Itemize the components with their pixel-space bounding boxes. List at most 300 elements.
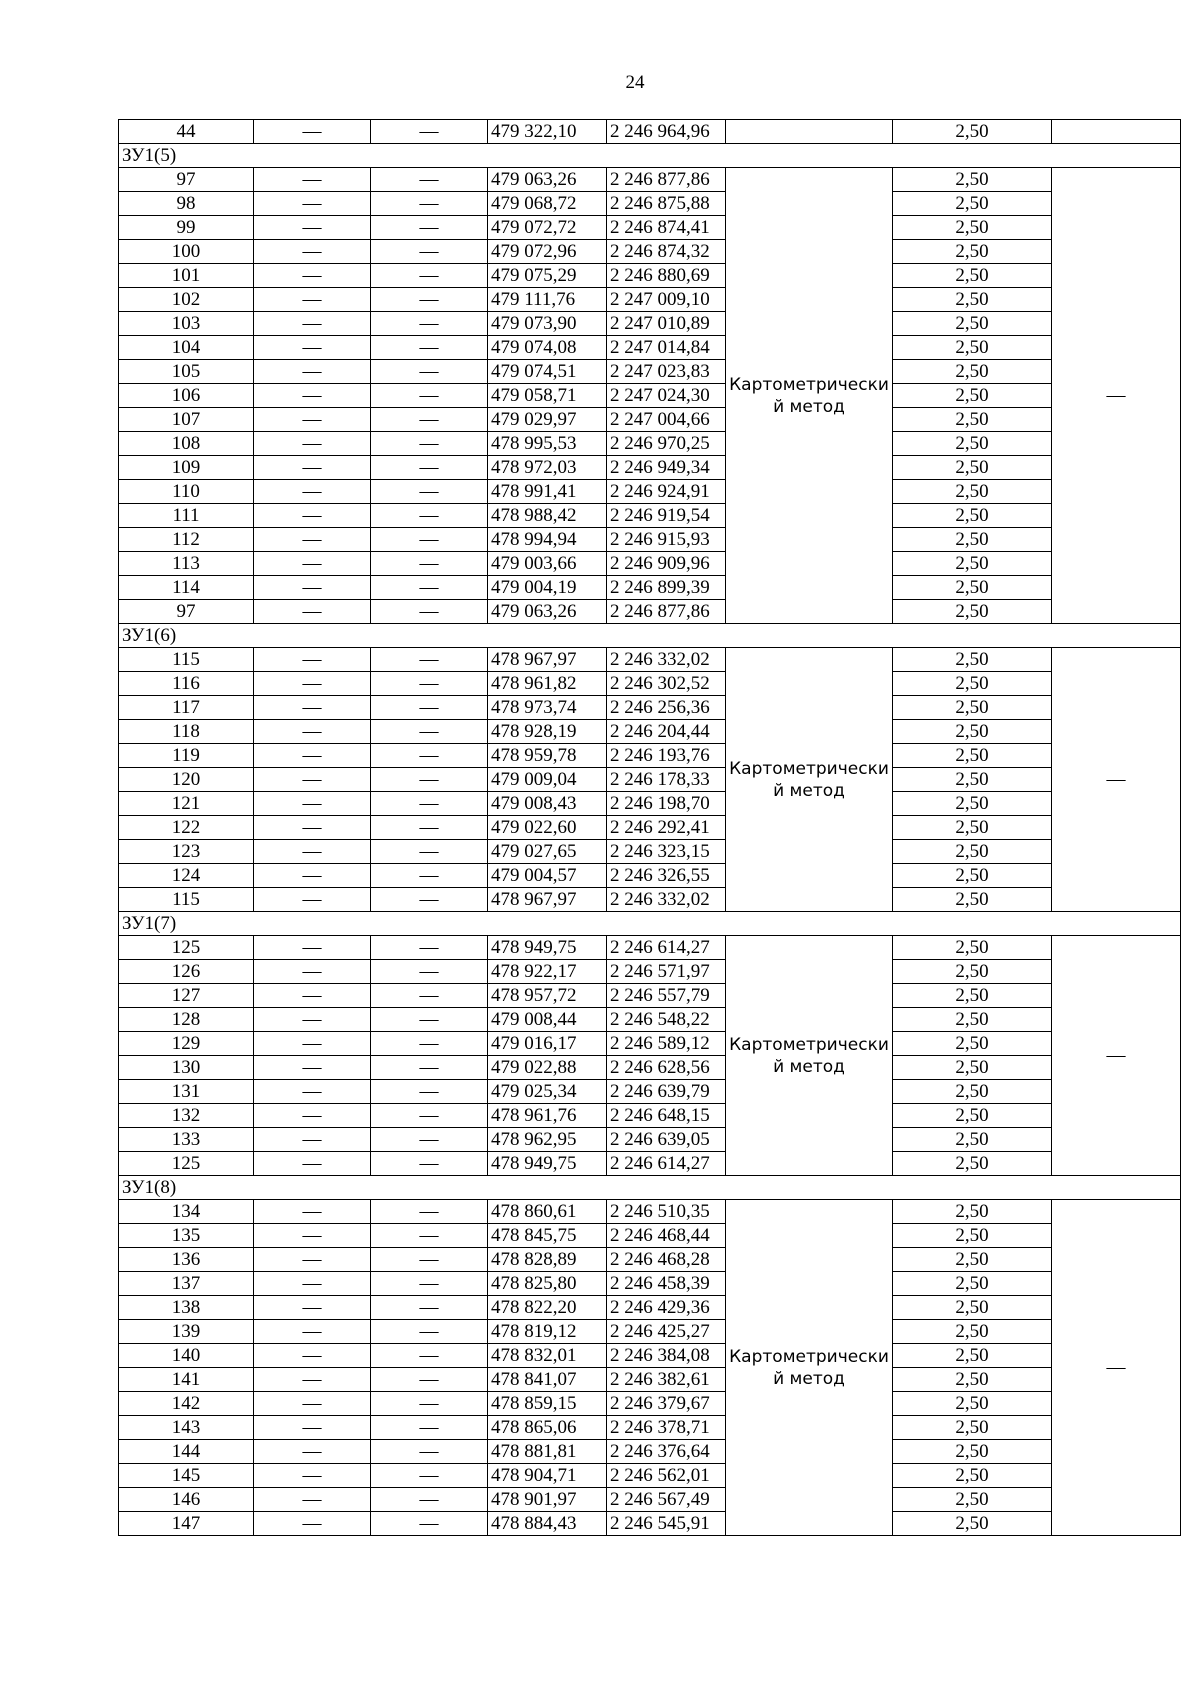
y-coordinate-cell: 2 246 292,41 xyxy=(607,816,726,840)
y-coordinate-cell: 2 246 899,39 xyxy=(607,576,726,600)
x-coordinate-cell: 478 928,19 xyxy=(488,720,607,744)
x-coordinate-cell: 479 072,72 xyxy=(488,216,607,240)
dash-cell: — xyxy=(371,744,488,768)
point-number-cell: 112 xyxy=(119,528,254,552)
point-number-cell: 115 xyxy=(119,648,254,672)
table-row xyxy=(119,744,1181,768)
y-coordinate-cell: 2 246 877,86 xyxy=(607,600,726,624)
y-coordinate-cell: 2 246 458,39 xyxy=(607,1272,726,1296)
method-line-1: Картометрически xyxy=(729,374,889,395)
x-coordinate-cell: 479 074,51 xyxy=(488,360,607,384)
point-number-cell: 132 xyxy=(119,1104,254,1128)
dash-cell: — xyxy=(371,1488,488,1512)
dash-cell: — xyxy=(371,1224,488,1248)
table-row xyxy=(119,336,1181,360)
point-number-cell: 101 xyxy=(119,264,254,288)
table-row xyxy=(119,1344,1181,1368)
point-number-cell: 103 xyxy=(119,312,254,336)
dash-cell: — xyxy=(254,1512,371,1536)
y-coordinate-cell: 2 246 468,44 xyxy=(607,1224,726,1248)
accuracy-cell: 2,50 xyxy=(893,840,1052,864)
dash-cell: — xyxy=(371,1248,488,1272)
table-row xyxy=(119,1128,1181,1152)
dash-cell: — xyxy=(254,792,371,816)
group-header-row xyxy=(119,912,1181,936)
group-header-cell: ЗУ1(8) xyxy=(119,1176,1181,1200)
table-row xyxy=(119,456,1181,480)
x-coordinate-cell: 478 865,06 xyxy=(488,1416,607,1440)
accuracy-cell: 2,50 xyxy=(893,816,1052,840)
accuracy-cell: 2,50 xyxy=(893,504,1052,528)
y-coordinate-cell: 2 246 332,02 xyxy=(607,648,726,672)
dash-cell: — xyxy=(371,1440,488,1464)
accuracy-cell: 2,50 xyxy=(893,552,1052,576)
dash-cell: — xyxy=(254,480,371,504)
dash-cell: — xyxy=(371,504,488,528)
x-coordinate-cell: 478 967,97 xyxy=(488,888,607,912)
dash-cell: — xyxy=(254,1080,371,1104)
dash-cell: — xyxy=(371,864,488,888)
dash-cell: — xyxy=(371,432,488,456)
dash-cell: — xyxy=(254,816,371,840)
table-row xyxy=(119,960,1181,984)
y-coordinate-cell: 2 247 009,10 xyxy=(607,288,726,312)
table-row xyxy=(119,576,1181,600)
dash-cell: — xyxy=(371,264,488,288)
table-row xyxy=(119,1152,1181,1176)
x-coordinate-cell: 479 111,76 xyxy=(488,288,607,312)
dash-cell: — xyxy=(254,1488,371,1512)
dash-cell: — xyxy=(254,1008,371,1032)
y-coordinate-cell: 2 246 874,41 xyxy=(607,216,726,240)
dash-cell: — xyxy=(371,960,488,984)
table-row xyxy=(119,864,1181,888)
table-row xyxy=(119,1440,1181,1464)
table-row xyxy=(119,1512,1181,1536)
y-coordinate-cell: 2 246 178,33 xyxy=(607,768,726,792)
y-coordinate-cell: 2 246 964,96 xyxy=(607,120,726,144)
point-number-cell: 130 xyxy=(119,1056,254,1080)
dash-cell: — xyxy=(254,864,371,888)
point-number-cell: 126 xyxy=(119,960,254,984)
method-cell xyxy=(726,168,893,624)
dash-cell: — xyxy=(371,648,488,672)
y-coordinate-cell: 2 246 880,69 xyxy=(607,264,726,288)
point-number-cell: 139 xyxy=(119,1320,254,1344)
method-cell xyxy=(726,1200,893,1536)
x-coordinate-cell: 478 825,80 xyxy=(488,1272,607,1296)
table-row xyxy=(119,696,1181,720)
accuracy-cell: 2,50 xyxy=(893,192,1052,216)
point-number-cell: 100 xyxy=(119,240,254,264)
table-row xyxy=(119,1056,1181,1080)
x-coordinate-cell: 479 072,96 xyxy=(488,240,607,264)
accuracy-cell: 2,50 xyxy=(893,936,1052,960)
point-number-cell: 116 xyxy=(119,672,254,696)
y-coordinate-cell: 2 247 010,89 xyxy=(607,312,726,336)
accuracy-cell: 2,50 xyxy=(893,744,1052,768)
table-row xyxy=(119,504,1181,528)
x-coordinate-cell: 478 973,74 xyxy=(488,696,607,720)
dash-cell: — xyxy=(254,456,371,480)
x-coordinate-cell: 478 988,42 xyxy=(488,504,607,528)
point-number-cell: 125 xyxy=(119,1152,254,1176)
y-coordinate-cell: 2 246 924,91 xyxy=(607,480,726,504)
table-row xyxy=(119,1296,1181,1320)
table-row xyxy=(119,888,1181,912)
group-header-cell: ЗУ1(7) xyxy=(119,912,1181,936)
x-coordinate-cell: 479 322,10 xyxy=(488,120,607,144)
x-coordinate-cell: 479 022,60 xyxy=(488,816,607,840)
x-coordinate-cell: 478 957,72 xyxy=(488,984,607,1008)
dash-cell: — xyxy=(254,672,371,696)
accuracy-cell: 2,50 xyxy=(893,792,1052,816)
dash-cell: — xyxy=(371,1464,488,1488)
group-header-row xyxy=(119,1176,1181,1200)
dash-cell: — xyxy=(371,312,488,336)
table-row xyxy=(119,312,1181,336)
y-coordinate-cell: 2 246 614,27 xyxy=(607,936,726,960)
dash-cell: — xyxy=(254,168,371,192)
y-coordinate-cell: 2 246 429,36 xyxy=(607,1296,726,1320)
dash-cell: — xyxy=(254,696,371,720)
y-coordinate-cell: 2 246 376,64 xyxy=(607,1440,726,1464)
accuracy-cell: 2,50 xyxy=(893,480,1052,504)
x-coordinate-cell: 479 029,97 xyxy=(488,408,607,432)
table-row xyxy=(119,216,1181,240)
dash-cell: — xyxy=(254,648,371,672)
dash-cell: — xyxy=(254,1344,371,1368)
table-row xyxy=(119,648,1181,672)
point-number-cell: 140 xyxy=(119,1344,254,1368)
accuracy-cell: 2,50 xyxy=(893,1464,1052,1488)
point-number-cell: 143 xyxy=(119,1416,254,1440)
y-coordinate-cell: 2 246 379,67 xyxy=(607,1392,726,1416)
dash-cell: — xyxy=(254,888,371,912)
point-number-cell: 127 xyxy=(119,984,254,1008)
point-number-cell: 115 xyxy=(119,888,254,912)
coordinates-table xyxy=(118,119,1181,1536)
y-coordinate-cell: 2 246 639,05 xyxy=(607,1128,726,1152)
accuracy-cell: 2,50 xyxy=(893,1488,1052,1512)
accuracy-cell: 2,50 xyxy=(893,1056,1052,1080)
table-row xyxy=(119,984,1181,1008)
y-coordinate-cell: 2 247 023,83 xyxy=(607,360,726,384)
description-cell xyxy=(1052,120,1181,144)
point-number-cell: 111 xyxy=(119,504,254,528)
dash-cell: — xyxy=(254,432,371,456)
point-number-cell: 142 xyxy=(119,1392,254,1416)
method-cell xyxy=(726,120,893,144)
y-coordinate-cell: 2 246 589,12 xyxy=(607,1032,726,1056)
point-number-cell: 107 xyxy=(119,408,254,432)
dash-cell: — xyxy=(371,120,488,144)
accuracy-cell: 2,50 xyxy=(893,984,1052,1008)
method-cell xyxy=(726,936,893,1176)
accuracy-cell: 2,50 xyxy=(893,336,1052,360)
y-coordinate-cell: 2 246 326,55 xyxy=(607,864,726,888)
accuracy-cell: 2,50 xyxy=(893,456,1052,480)
dash-cell: — xyxy=(254,552,371,576)
method-cell xyxy=(726,648,893,912)
y-coordinate-cell: 2 247 024,30 xyxy=(607,384,726,408)
point-number-cell: 110 xyxy=(119,480,254,504)
table-row xyxy=(119,480,1181,504)
point-number-cell: 137 xyxy=(119,1272,254,1296)
accuracy-cell: 2,50 xyxy=(893,1392,1052,1416)
table-row xyxy=(119,1032,1181,1056)
y-coordinate-cell: 2 246 510,35 xyxy=(607,1200,726,1224)
table-row xyxy=(119,192,1181,216)
table-row xyxy=(119,432,1181,456)
point-number-cell: 120 xyxy=(119,768,254,792)
dash-cell: — xyxy=(371,1008,488,1032)
dash-cell: — xyxy=(371,576,488,600)
dash-cell: — xyxy=(371,600,488,624)
point-number-cell: 123 xyxy=(119,840,254,864)
accuracy-cell: 2,50 xyxy=(893,648,1052,672)
y-coordinate-cell: 2 246 614,27 xyxy=(607,1152,726,1176)
point-number-cell: 113 xyxy=(119,552,254,576)
y-coordinate-cell: 2 246 557,79 xyxy=(607,984,726,1008)
point-number-cell: 114 xyxy=(119,576,254,600)
table-row xyxy=(119,1080,1181,1104)
point-number-cell: 134 xyxy=(119,1200,254,1224)
x-coordinate-cell: 479 009,04 xyxy=(488,768,607,792)
accuracy-cell: 2,50 xyxy=(893,1512,1052,1536)
accuracy-cell: 2,50 xyxy=(893,864,1052,888)
x-coordinate-cell: 479 003,66 xyxy=(488,552,607,576)
table-body xyxy=(119,120,1181,1536)
dash-cell: — xyxy=(254,1056,371,1080)
dash-cell: — xyxy=(254,1392,371,1416)
dash-cell: — xyxy=(254,744,371,768)
x-coordinate-cell: 478 922,17 xyxy=(488,960,607,984)
group-header-row xyxy=(119,624,1181,648)
table-row xyxy=(119,1104,1181,1128)
method-line-1: Картометрически xyxy=(729,758,889,779)
table-row xyxy=(119,1488,1181,1512)
table-row xyxy=(119,1248,1181,1272)
dash-cell: — xyxy=(371,168,488,192)
point-number-cell: 109 xyxy=(119,456,254,480)
table-row xyxy=(119,240,1181,264)
y-coordinate-cell: 2 246 919,54 xyxy=(607,504,726,528)
accuracy-cell: 2,50 xyxy=(893,576,1052,600)
accuracy-cell: 2,50 xyxy=(893,384,1052,408)
table-row xyxy=(119,840,1181,864)
x-coordinate-cell: 478 967,97 xyxy=(488,648,607,672)
x-coordinate-cell: 478 884,43 xyxy=(488,1512,607,1536)
accuracy-cell: 2,50 xyxy=(893,1080,1052,1104)
dash-cell: — xyxy=(371,1080,488,1104)
point-number-cell: 138 xyxy=(119,1296,254,1320)
y-coordinate-cell: 2 246 628,56 xyxy=(607,1056,726,1080)
y-coordinate-cell: 2 246 949,34 xyxy=(607,456,726,480)
group-header-cell: ЗУ1(6) xyxy=(119,624,1181,648)
point-number-cell: 147 xyxy=(119,1512,254,1536)
accuracy-cell: 2,50 xyxy=(893,1104,1052,1128)
point-number-cell: 117 xyxy=(119,696,254,720)
dash-cell: — xyxy=(254,984,371,1008)
dash-cell: — xyxy=(371,240,488,264)
description-cell: — xyxy=(1052,1200,1181,1536)
point-number-cell: 105 xyxy=(119,360,254,384)
dash-cell: — xyxy=(371,1104,488,1128)
dash-cell: — xyxy=(254,1416,371,1440)
x-coordinate-cell: 479 008,44 xyxy=(488,1008,607,1032)
dash-cell: — xyxy=(254,1248,371,1272)
dash-cell: — xyxy=(254,1152,371,1176)
x-coordinate-cell: 479 063,26 xyxy=(488,168,607,192)
dash-cell: — xyxy=(371,456,488,480)
dash-cell: — xyxy=(254,264,371,288)
x-coordinate-cell: 479 075,29 xyxy=(488,264,607,288)
y-coordinate-cell: 2 246 323,15 xyxy=(607,840,726,864)
dash-cell: — xyxy=(254,240,371,264)
accuracy-cell: 2,50 xyxy=(893,1344,1052,1368)
accuracy-cell: 2,50 xyxy=(893,432,1052,456)
table-row xyxy=(119,1320,1181,1344)
table-row xyxy=(119,1368,1181,1392)
y-coordinate-cell: 2 246 639,79 xyxy=(607,1080,726,1104)
y-coordinate-cell: 2 246 548,22 xyxy=(607,1008,726,1032)
dash-cell: — xyxy=(371,408,488,432)
point-number-cell: 108 xyxy=(119,432,254,456)
dash-cell: — xyxy=(371,1320,488,1344)
point-number-cell: 99 xyxy=(119,216,254,240)
table-row xyxy=(119,408,1181,432)
table-row xyxy=(119,384,1181,408)
dash-cell: — xyxy=(254,1320,371,1344)
x-coordinate-cell: 478 962,95 xyxy=(488,1128,607,1152)
point-number-cell: 141 xyxy=(119,1368,254,1392)
dash-cell: — xyxy=(371,816,488,840)
dash-cell: — xyxy=(254,1128,371,1152)
accuracy-cell: 2,50 xyxy=(893,1416,1052,1440)
y-coordinate-cell: 2 246 384,08 xyxy=(607,1344,726,1368)
accuracy-cell: 2,50 xyxy=(893,696,1052,720)
dash-cell: — xyxy=(254,384,371,408)
dash-cell: — xyxy=(371,528,488,552)
dash-cell: — xyxy=(371,288,488,312)
accuracy-cell: 2,50 xyxy=(893,168,1052,192)
accuracy-cell: 2,50 xyxy=(893,720,1052,744)
accuracy-cell: 2,50 xyxy=(893,768,1052,792)
x-coordinate-cell: 478 949,75 xyxy=(488,936,607,960)
dash-cell: — xyxy=(371,1032,488,1056)
dash-cell: — xyxy=(371,1200,488,1224)
x-coordinate-cell: 478 819,12 xyxy=(488,1320,607,1344)
dash-cell: — xyxy=(254,1464,371,1488)
method-line-2: й метод xyxy=(773,1056,845,1077)
y-coordinate-cell: 2 246 332,02 xyxy=(607,888,726,912)
point-number-cell: 102 xyxy=(119,288,254,312)
table-row xyxy=(119,264,1181,288)
dash-cell: — xyxy=(254,120,371,144)
table-row xyxy=(119,600,1181,624)
y-coordinate-cell: 2 246 571,97 xyxy=(607,960,726,984)
point-number-cell: 118 xyxy=(119,720,254,744)
dash-cell: — xyxy=(371,1392,488,1416)
x-coordinate-cell: 479 073,90 xyxy=(488,312,607,336)
accuracy-cell: 2,50 xyxy=(893,264,1052,288)
accuracy-cell: 2,50 xyxy=(893,1272,1052,1296)
y-coordinate-cell: 2 246 562,01 xyxy=(607,1464,726,1488)
point-number-cell: 145 xyxy=(119,1464,254,1488)
dash-cell: — xyxy=(371,936,488,960)
description-cell: — xyxy=(1052,648,1181,912)
y-coordinate-cell: 2 246 198,70 xyxy=(607,792,726,816)
dash-cell: — xyxy=(254,216,371,240)
dash-cell: — xyxy=(254,528,371,552)
point-number-cell: 122 xyxy=(119,816,254,840)
dash-cell: — xyxy=(254,1296,371,1320)
dash-cell: — xyxy=(371,1128,488,1152)
x-coordinate-cell: 478 822,20 xyxy=(488,1296,607,1320)
dash-cell: — xyxy=(371,1512,488,1536)
y-coordinate-cell: 2 246 970,25 xyxy=(607,432,726,456)
dash-cell: — xyxy=(254,936,371,960)
dash-cell: — xyxy=(371,672,488,696)
dash-cell: — xyxy=(371,1296,488,1320)
table-row xyxy=(119,360,1181,384)
point-number-cell: 104 xyxy=(119,336,254,360)
dash-cell: — xyxy=(254,360,371,384)
dash-cell: — xyxy=(254,1032,371,1056)
y-coordinate-cell: 2 246 302,52 xyxy=(607,672,726,696)
table-row xyxy=(119,936,1181,960)
table-row xyxy=(119,1416,1181,1440)
dash-cell: — xyxy=(371,888,488,912)
point-number-cell: 44 xyxy=(119,120,254,144)
point-number-cell: 121 xyxy=(119,792,254,816)
table-row xyxy=(119,1272,1181,1296)
table-row xyxy=(119,1392,1181,1416)
accuracy-cell: 2,50 xyxy=(893,1224,1052,1248)
dash-cell: — xyxy=(254,336,371,360)
table-row xyxy=(119,288,1181,312)
dash-cell: — xyxy=(371,984,488,1008)
dash-cell: — xyxy=(371,480,488,504)
accuracy-cell: 2,50 xyxy=(893,888,1052,912)
x-coordinate-cell: 478 841,07 xyxy=(488,1368,607,1392)
x-coordinate-cell: 478 845,75 xyxy=(488,1224,607,1248)
y-coordinate-cell: 2 246 382,61 xyxy=(607,1368,726,1392)
table-row xyxy=(119,552,1181,576)
description-cell: — xyxy=(1052,168,1181,624)
x-coordinate-cell: 478 972,03 xyxy=(488,456,607,480)
table-row xyxy=(119,816,1181,840)
dash-cell: — xyxy=(371,216,488,240)
group-header-row xyxy=(119,144,1181,168)
x-coordinate-cell: 478 901,97 xyxy=(488,1488,607,1512)
y-coordinate-cell: 2 246 193,76 xyxy=(607,744,726,768)
x-coordinate-cell: 479 004,19 xyxy=(488,576,607,600)
accuracy-cell: 2,50 xyxy=(893,360,1052,384)
y-coordinate-cell: 2 246 468,28 xyxy=(607,1248,726,1272)
y-coordinate-cell: 2 246 545,91 xyxy=(607,1512,726,1536)
point-number-cell: 146 xyxy=(119,1488,254,1512)
x-coordinate-cell: 478 995,53 xyxy=(488,432,607,456)
table-row xyxy=(119,168,1181,192)
method-line-1: Картометрически xyxy=(729,1346,889,1367)
y-coordinate-cell: 2 246 567,49 xyxy=(607,1488,726,1512)
accuracy-cell: 2,50 xyxy=(893,288,1052,312)
y-coordinate-cell: 2 246 875,88 xyxy=(607,192,726,216)
table-row xyxy=(119,528,1181,552)
x-coordinate-cell: 478 991,41 xyxy=(488,480,607,504)
